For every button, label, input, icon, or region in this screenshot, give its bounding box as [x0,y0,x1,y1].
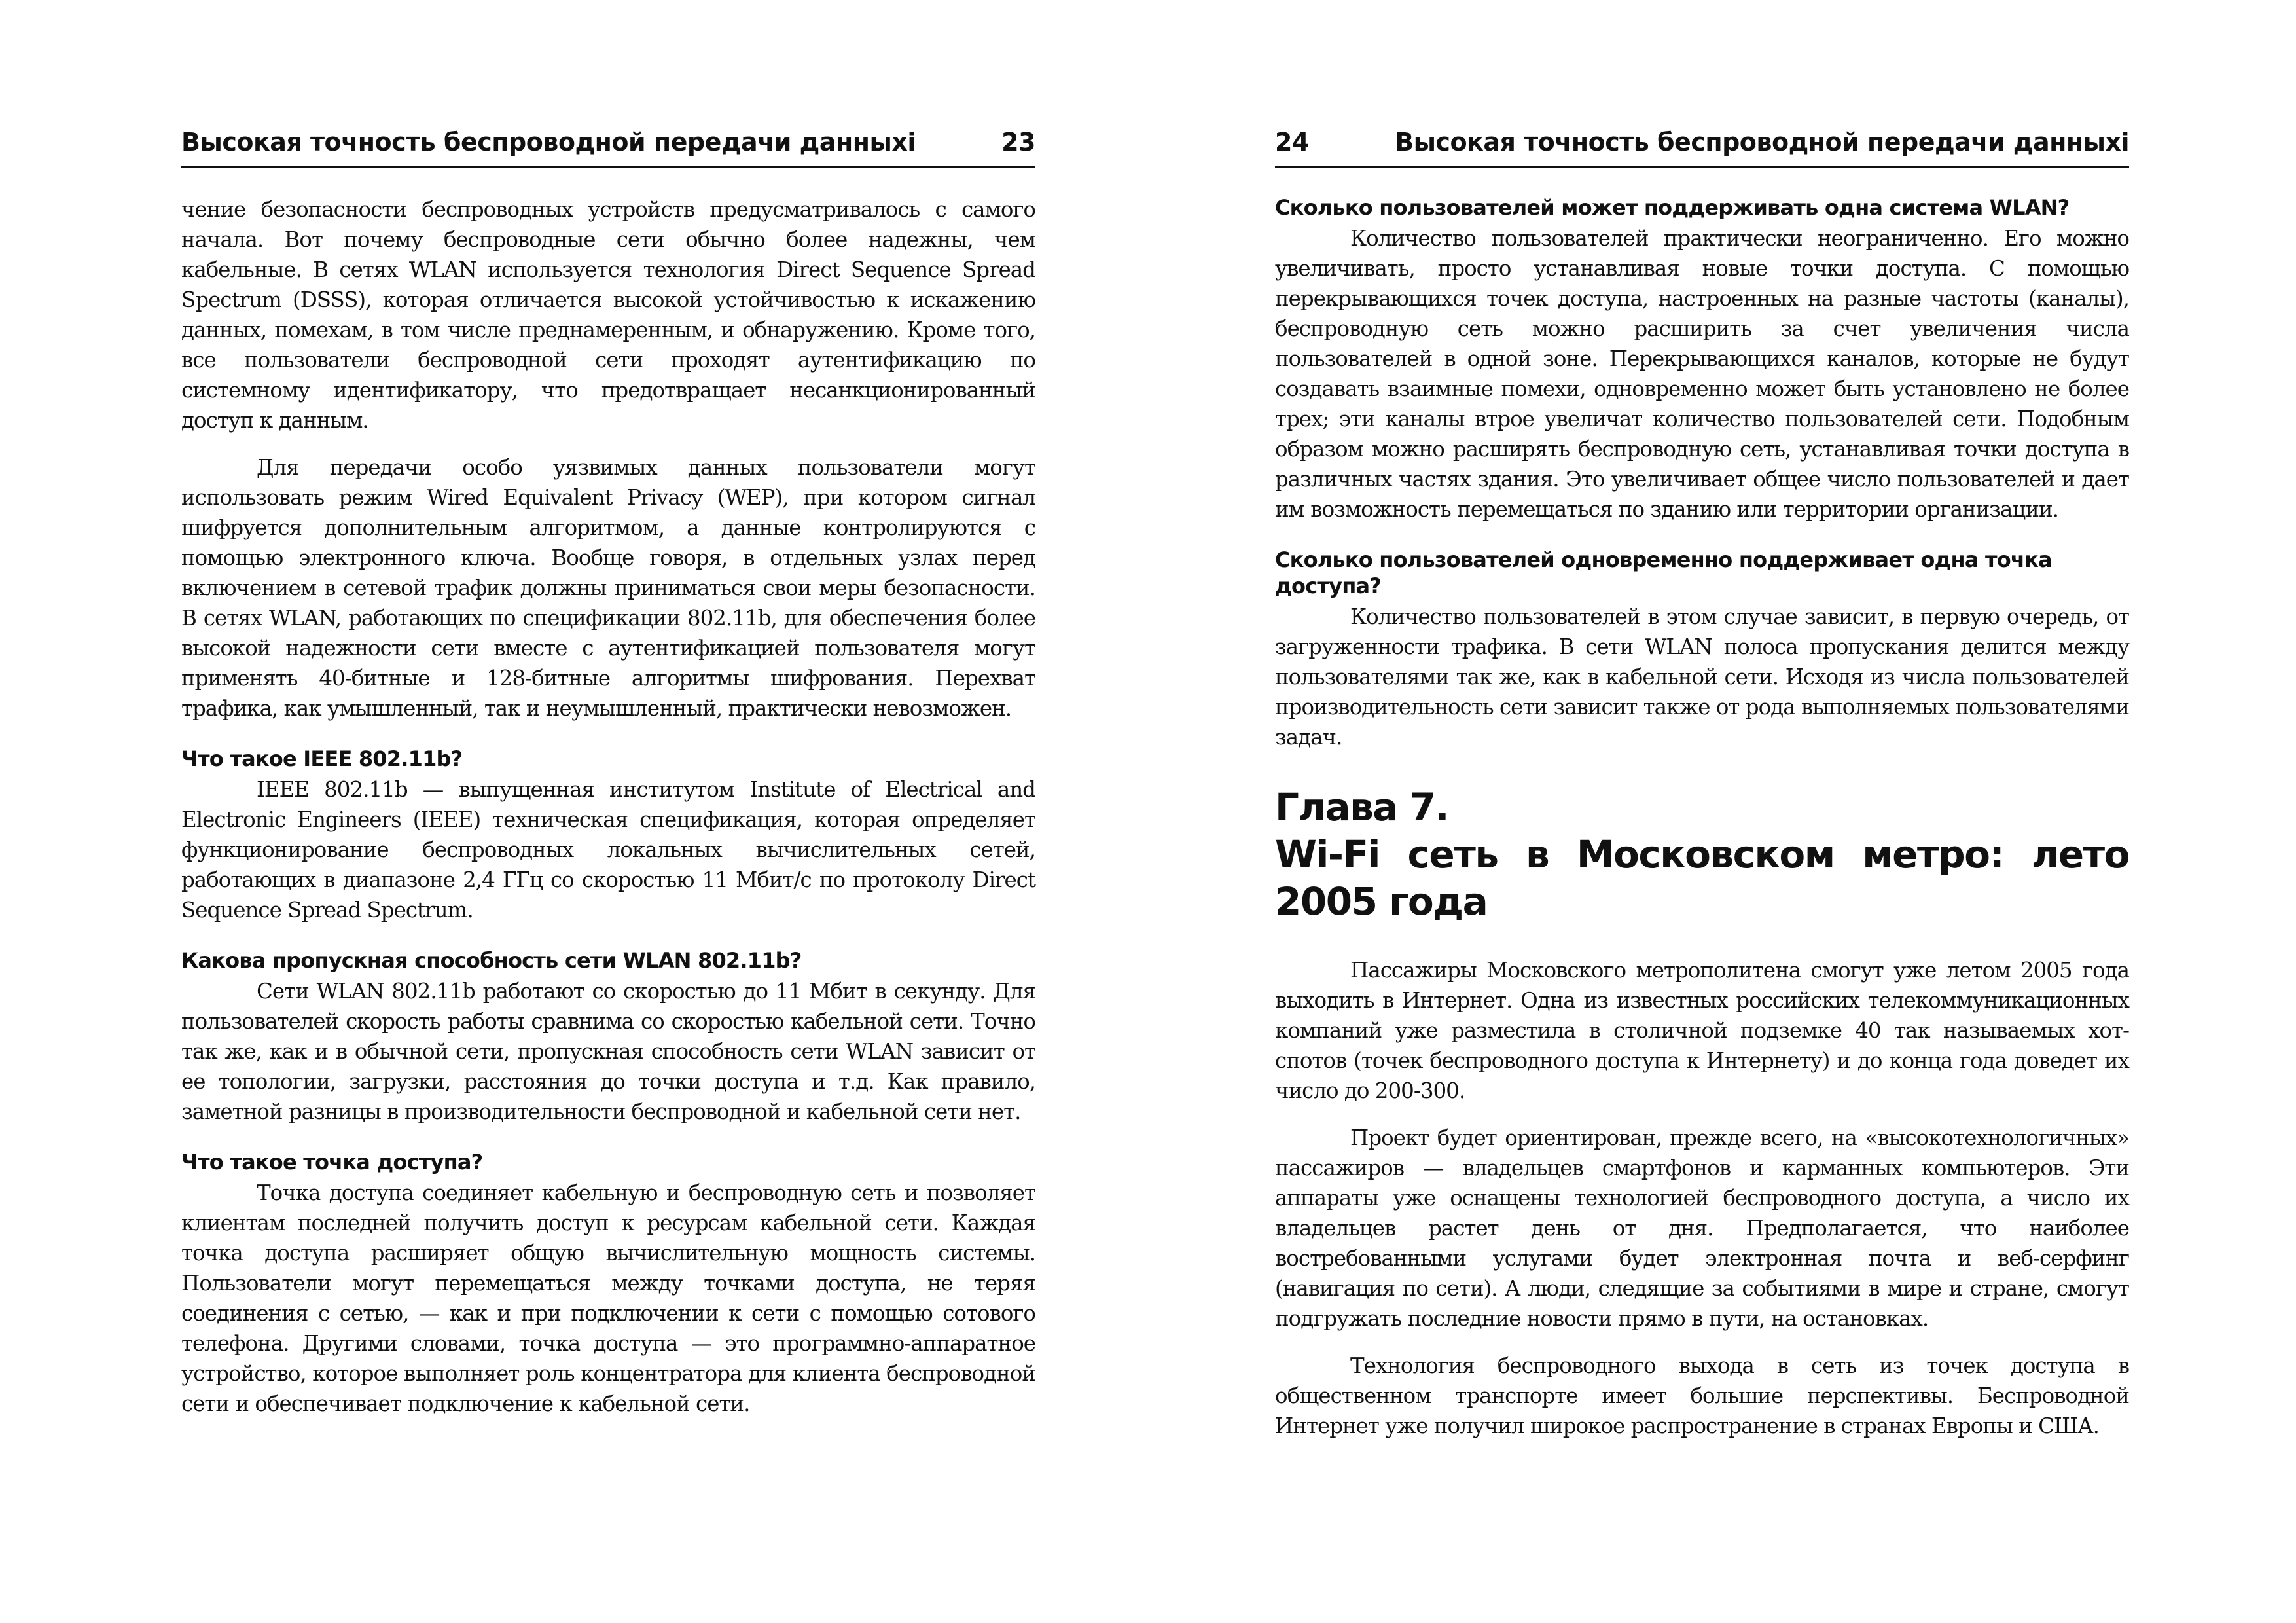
section-heading: Что такое IEEE 802.11b? [181,746,463,771]
page-number: 23 [1001,128,1035,156]
right-page [1275,128,2129,1458]
paragraph: IEEE 802.11b — выпущенная институтом Institute of Electrical and Electronic Engineers (IEEE) техническая спецификация, которая определяет функционирование беспроводных локальных вычислительных сетей, работающих в диапазоне 2,4 ГГц со скоростью 11 Мбит/с по протоколу Direct Sequence Spread Spectrum. [181,777,1035,922]
right-page-body [1275,194,2129,1441]
running-header-right [1275,128,2129,168]
section-heading: Сколько пользователей может поддерживать одна система WLAN? [1275,195,2070,220]
paragraph: Количество пользователей в этом случае зависит, в первую очередь, от загруженности трафика. В сети WLAN полоса пропускания делится между пользователями так же, как в кабельной сети. Исходя из числа пользователей производительность сети зависит также от рода выполняемых пользователями задач. [1275,604,2129,750]
chapter-label: Глава 7. [1275,785,1449,830]
section-heading: Какова пропускная способность сети WLAN 802.11b? [181,948,802,973]
paragraph: Для передачи особо уязвимых данных пользователи могут использовать режим Wired Equivalent Privacy (WEP), при котором сигнал шифруется дополнительным алгоритмом, а данные контролируются с помощью электронного ключа. Вообще говоря, в отдельных узлах перед включением в сетевой трафик должны приниматься свои меры безопасности. В сетях WLAN, работающих по спецификации 802.11b, для обеспечения более высокой надежности сети вместе с аутентификацией пользователя могут применять 40-битные и 128-битные алгоритмы шифрования. Перехват трафика, как умышленный, так и неумышленный, практически невозможен. [181,455,1035,721]
page-number: 24 [1275,128,1309,156]
paragraph: Количество пользователей практически неограниченно. Его можно увеличивать, просто устанавливая новые точки доступа. С помощью перекрывающихся точек доступа, настроенных на разные частоты (каналы), беспроводную сеть можно расширить за счет увеличения числа пользователей в одной зоне. Перекрывающихся каналов, которые не будут создавать взаимные помехи, одновременно может быть установлено не более трех; эти каналы втрое увеличат количество пользователей сети. Подобным образом можно расширять беспроводную сеть, устанавливая точки доступа в различных частях здания. Это увеличивает общее число пользователей и дает им возможность перемещаться по зданию или территории организации. [1275,226,2129,522]
section-heading: Что такое точка доступа? [181,1150,483,1175]
chapter-heading [1275,784,2129,925]
chapter-title: Wi-Fi сеть в Московском метро: лето 2005 года [1275,832,2129,924]
running-header-left [181,128,1035,168]
paragraph: Проект будет ориентирован, прежде всего, на «высокотехнологичных» пассажиров — владельцев смартфонов и карманных компьютеров. Эти аппараты уже оснащены технологией беспроводного доступа, а число их владельцев растет день от дня. Предполагается, что наиболее востребованными услугами будет электронная почта и веб-серфинг (навигация по сети). А люди, следящие за событиями в мире и стране, смогут подгружать последние новости прямо в пути, на остановках. [1275,1125,2129,1331]
left-page [181,128,1035,1436]
section-heading: Сколько пользователей одновременно поддерживает одна точка доступа? [1275,547,2052,598]
paragraph: Технология беспроводного выхода в сеть из точек доступа в общественном транспорте имеет большие перспективы. Беспроводной Интернет уже получил широкое распространение в странах Европы и США. [1275,1353,2129,1438]
running-header-title: Высокая точность беспроводной передачи данныхi [1395,128,2129,156]
paragraph: Пассажиры Московского метрополитена смогут уже летом 2005 года выходить в Интернет. Одна из известных российских телекоммуникационных компаний уже разместила в столичной подземке 40 так называемых хот-спотов (точек беспроводного доступа к Интернету) и до конца года доведет их число до 200-300. [1275,958,2129,1103]
running-header-title: Высокая точность беспроводной передачи данныхi [181,128,916,156]
left-page-body [181,194,1035,1419]
paragraph: Сети WLAN 802.11b работают со скоростью до 11 Мбит в секунду. Для пользователей скорость работы сравнима со скоростью кабельной сети. Точно так же, как и в обычной сети, пропускная способность сети WLAN зависит от ее топологии, загрузки, расстояния до точки доступа и т.д. Как правило, заметной разницы в производительности беспроводной и кабельной сети нет. [181,979,1035,1124]
paragraph: чение безопасности беспроводных устройств предусматривалось с самого начала. Вот почему беспроводные сети обычно более надежны, чем кабельные. В сетях WLAN используется технология Direct Sequence Spread Spectrum (DSSS), которая отличается высокой устойчивостью к искажению данных, помехам, в том числе преднамеренным, и обнаружению. Кроме того, все пользователи беспроводной сети проходят аутентификацию по системному идентификатору, что предотвращает несанкционированный доступ к данным. [181,197,1035,433]
paragraph: Точка доступа соединяет кабельную и беспроводную сеть и позволяет клиентам последней получить доступ к ресурсам кабельной сети. Каждая точка доступа расширяет общую вычислительную мощность системы. Пользователи могут перемещаться между точками доступа, не теряя соединения с сетью, — как и при подключении к сети с помощью сотового телефона. Другими словами, точка доступа — это программно-аппаратное устройство, которое выполняет роль концентратора для клиента беспроводной сети и обеспечивает подключение к кабельной сети. [181,1180,1035,1416]
